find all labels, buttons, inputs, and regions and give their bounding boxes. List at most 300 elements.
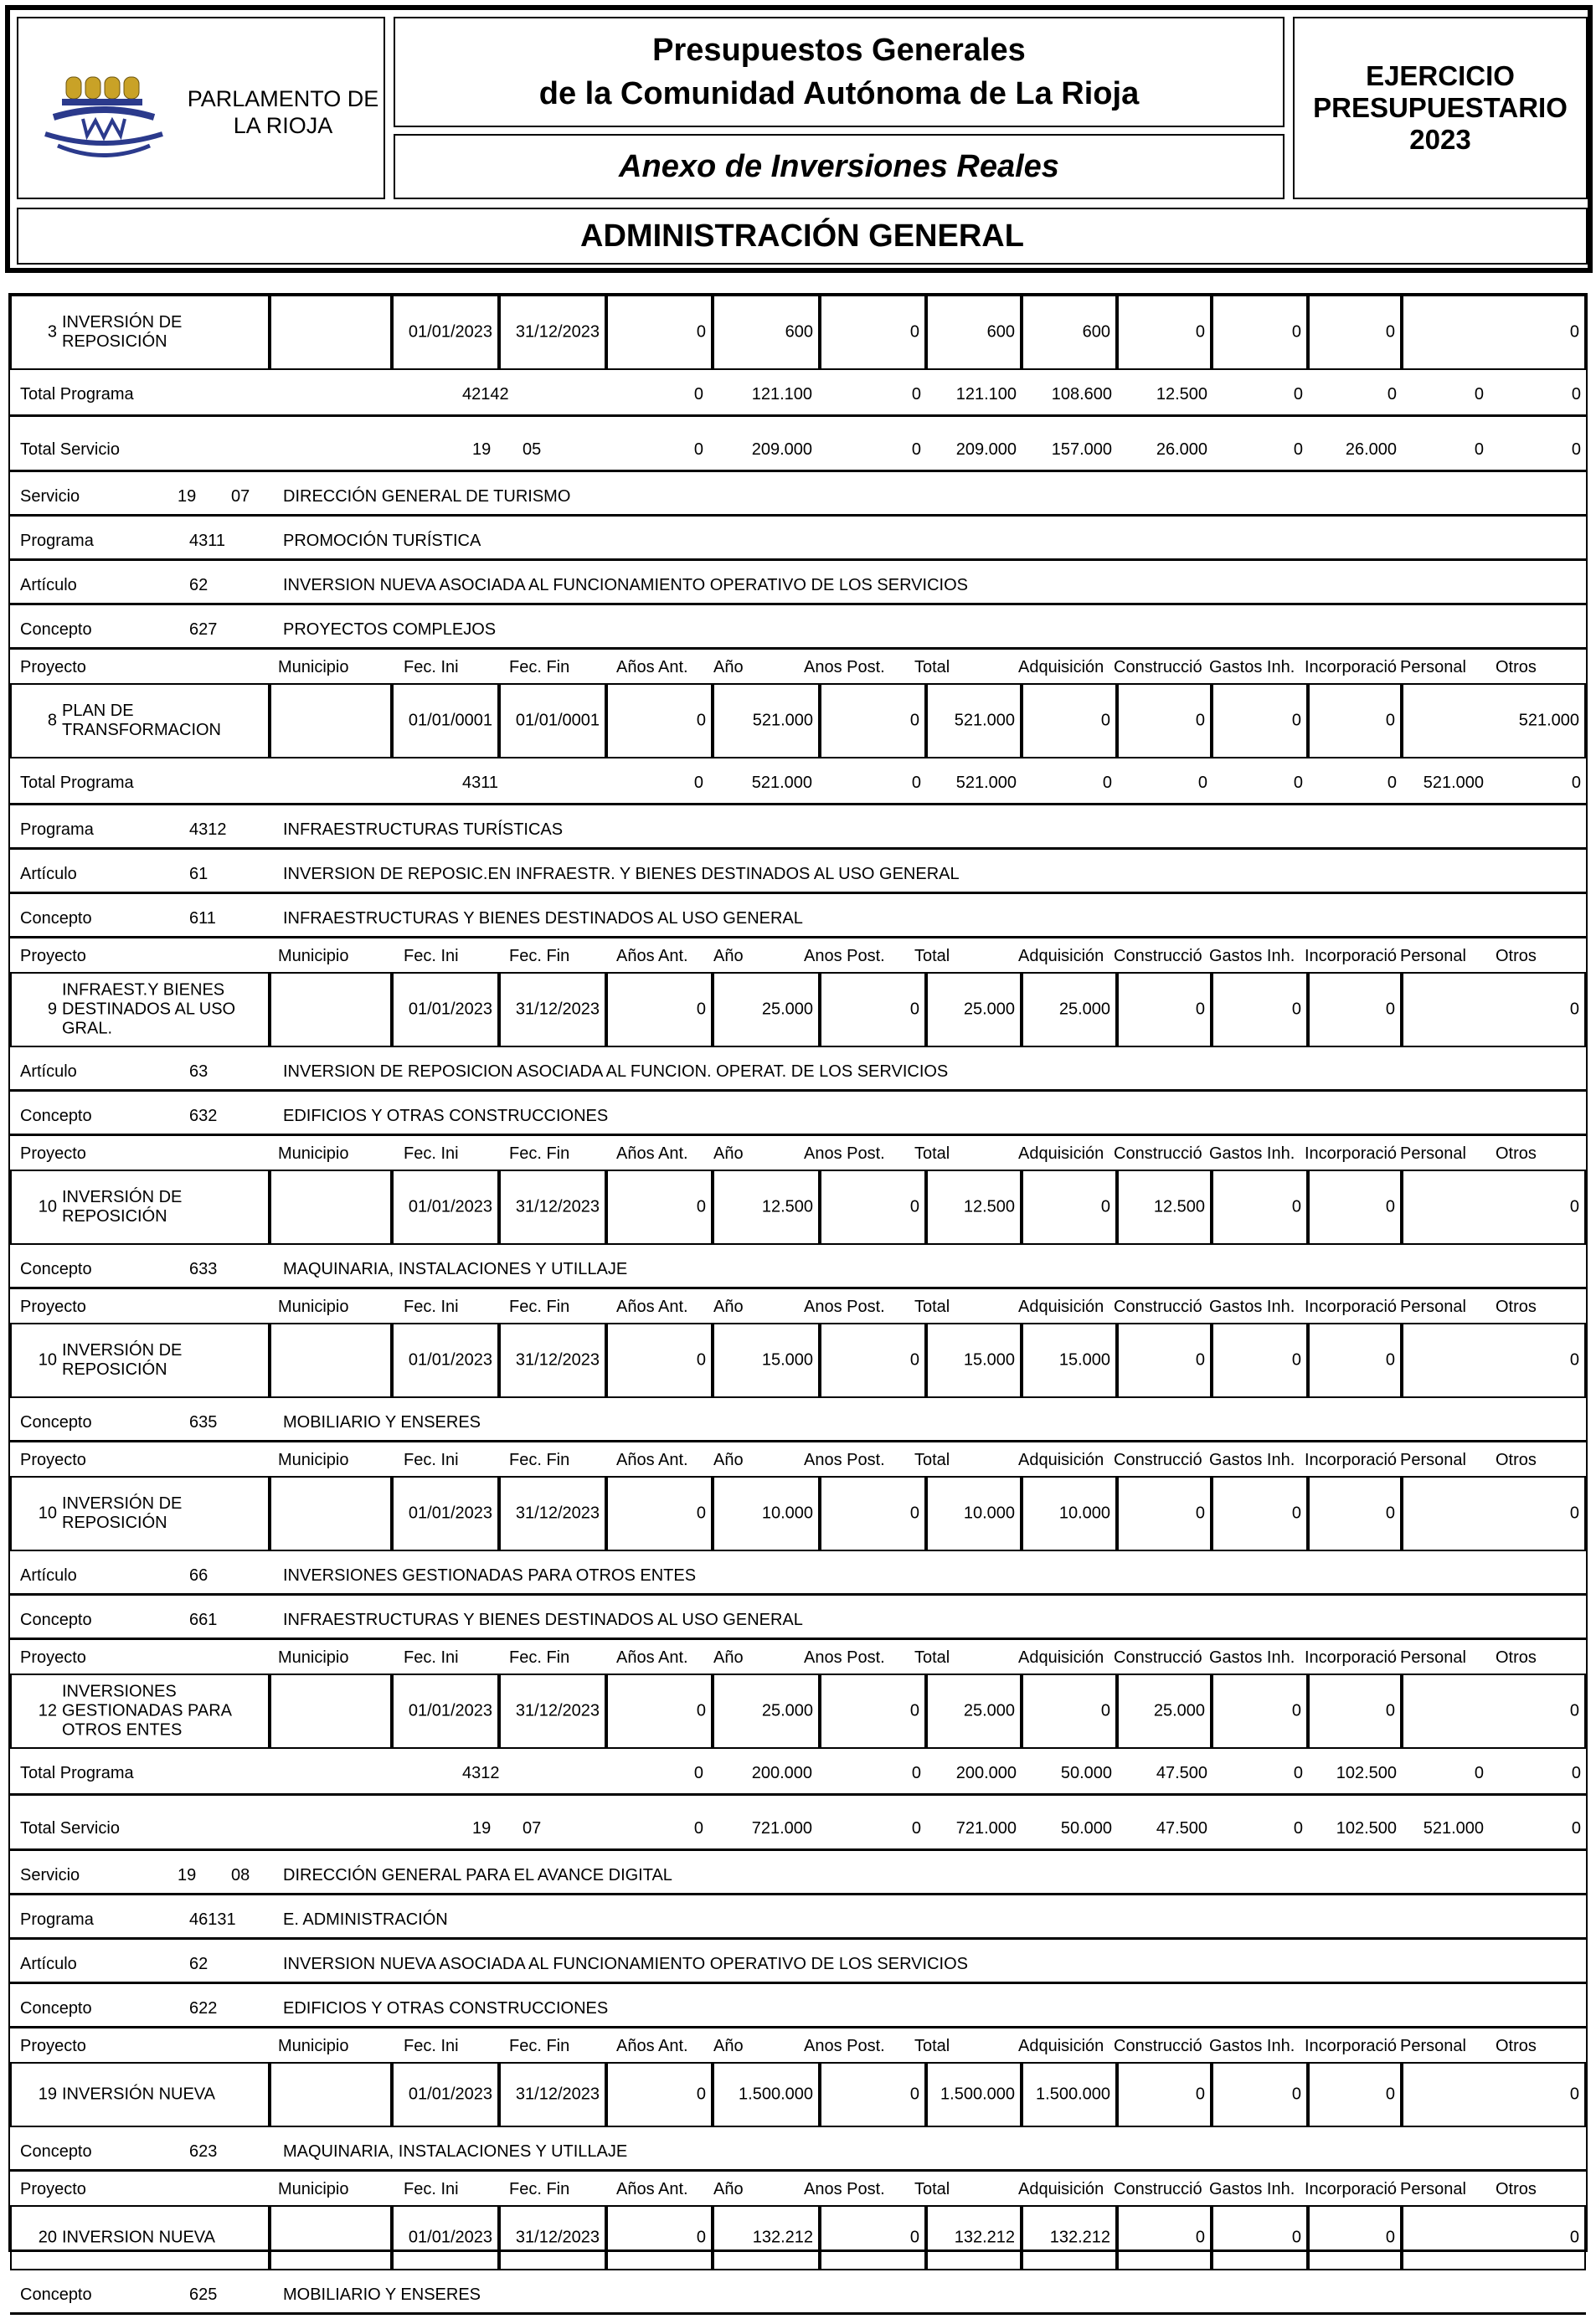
column-header: Construcció: [1114, 947, 1202, 965]
table-cell: [1212, 2205, 1308, 2270]
column-header: Fec. Ini: [404, 1648, 459, 1667]
section-code: 635: [189, 1413, 218, 1432]
table-cell: [1402, 972, 1586, 1047]
amount-value: 0: [1291, 1197, 1301, 1216]
project-name: [62, 2229, 215, 2248]
column-header: Gastos Inh.: [1209, 658, 1295, 676]
project-name-line: INVERSIÓN DE: [62, 1341, 183, 1360]
section-description: INVERSIONES GESTIONADAS PARA OTROS ENTES: [283, 1566, 697, 1585]
section-row: [10, 894, 1586, 938]
fec-fin: 31/12/2023: [515, 322, 600, 342]
total-value: 12.500: [1156, 385, 1207, 404]
project-name-line: PLAN DE: [62, 702, 134, 720]
amount-value: 0: [1195, 2085, 1205, 2104]
column-header: Años Ant.: [616, 947, 688, 965]
table-cell: [820, 1170, 926, 1245]
column-header: Personal: [1400, 947, 1466, 965]
project-name-line: INVERSIÓN NUEVA: [62, 2085, 215, 2104]
column-header: Fec. Ini: [404, 1451, 459, 1469]
amount-value: 600: [986, 322, 1015, 342]
amount-value: 0: [1569, 2228, 1579, 2247]
section-code: 4312: [189, 820, 227, 839]
column-header: Proyecto: [20, 947, 86, 965]
amount-value: 0: [1195, 1504, 1205, 1523]
column-header: Gastos Inh.: [1209, 947, 1295, 965]
project-row: [10, 1476, 1586, 1551]
table-cell: [1402, 2062, 1586, 2127]
table-cell: [926, 1476, 1022, 1551]
amount-value: 0: [909, 1701, 919, 1720]
column-header: Incorporació: [1305, 947, 1398, 965]
column-header: Incorporació: [1305, 1648, 1398, 1667]
amount-value: 25.000: [1058, 1000, 1110, 1019]
table-cell: [1212, 2062, 1308, 2127]
total-value: 0: [1474, 440, 1484, 459]
column-header: Total: [914, 2037, 950, 2055]
section-label: Artículo: [20, 1062, 77, 1081]
section-label: Servicio: [20, 1866, 80, 1884]
project-row: [10, 972, 1586, 1047]
total-value: 0: [1571, 1819, 1581, 1838]
total-value: 47.500: [1156, 1764, 1207, 1782]
total-value: 0: [911, 1819, 921, 1838]
budget-title-box: [394, 17, 1285, 127]
column-header-row: [10, 1640, 1586, 1674]
column-header: Fec. Ini: [404, 2180, 459, 2198]
section-row: [10, 1398, 1586, 1442]
table-cell: [1402, 295, 1586, 370]
amount-value: 0: [1569, 1197, 1579, 1216]
column-header: Proyecto: [20, 2037, 86, 2055]
section-description: PROYECTOS COMPLEJOS: [283, 620, 497, 639]
parliament-logo-icon: [37, 69, 179, 169]
amount-value: 0: [1291, 1000, 1301, 1019]
table-cell: [1308, 295, 1402, 370]
column-header: Otros: [1496, 658, 1537, 676]
amount-value: 25.000: [761, 1000, 813, 1019]
table-cell: [820, 2062, 926, 2127]
section-code: 19: [178, 1866, 197, 1884]
column-header: Fec. Fin: [509, 1451, 570, 1469]
total-row: [10, 370, 1586, 417]
section-code: 19: [178, 487, 197, 506]
column-header: Adquisición: [1018, 1144, 1104, 1163]
table-cell: [392, 683, 499, 758]
amount-value: 25.000: [761, 1701, 813, 1720]
amount-value: 25.000: [1153, 1701, 1205, 1720]
column-header: Anos Post.: [804, 1451, 885, 1469]
column-header: Gastos Inh.: [1209, 1298, 1295, 1316]
project-row: [10, 683, 1586, 758]
column-header: Total: [914, 1648, 950, 1667]
column-header-row: [10, 1136, 1586, 1170]
table-cell: [1117, 2205, 1212, 2270]
section-label: Concepto: [20, 1999, 92, 2018]
column-header: Año: [713, 2180, 744, 2198]
column-header: Anos Post.: [804, 2037, 885, 2055]
table-cell: [1212, 1674, 1308, 1749]
section-row: [10, 805, 1586, 850]
table-cell: [499, 1170, 606, 1245]
table-cell: [820, 972, 926, 1047]
amount-value: 521.000: [752, 711, 813, 730]
amount-value: 25.000: [963, 1701, 1015, 1720]
table-cell: [713, 683, 820, 758]
total-subcode: 07: [523, 1819, 542, 1838]
column-header: Adquisición: [1018, 947, 1104, 965]
amount-value: 0: [909, 1197, 919, 1216]
table-cell: [926, 683, 1022, 758]
total-row: [10, 1749, 1586, 1796]
amount-value: 600: [785, 322, 813, 342]
fec-ini: 01/01/2023: [408, 322, 492, 342]
project-number: 10: [38, 1350, 57, 1370]
table-cell: [606, 972, 713, 1047]
total-row: [10, 1796, 1586, 1851]
total-value: 0: [1102, 774, 1112, 792]
table-cell: [606, 1476, 713, 1551]
section-label: Programa: [20, 1910, 94, 1929]
total-value: 0: [693, 774, 703, 792]
section-row: [10, 1551, 1586, 1596]
column-header: Otros: [1496, 1298, 1537, 1316]
amount-value: 1.500.000: [739, 2085, 813, 2104]
amount-value: 0: [1569, 1350, 1579, 1370]
section-row: [10, 1895, 1586, 1940]
section-description: MAQUINARIA, INSTALACIONES Y UTILLAJE: [283, 1260, 628, 1278]
total-value: 50.000: [1060, 1819, 1112, 1838]
total-value: 0: [693, 1764, 703, 1782]
section-label: Concepto: [20, 909, 92, 928]
amount-value: 12.500: [761, 1197, 813, 1216]
table-cell: [1402, 1170, 1586, 1245]
section-code: 623: [189, 2142, 218, 2161]
table-cell: [1022, 1674, 1117, 1749]
column-header: Personal: [1400, 1648, 1466, 1667]
project-number: 8: [47, 711, 57, 730]
total-value: 121.100: [955, 385, 1017, 404]
column-header-row: [10, 1289, 1586, 1323]
total-value: 50.000: [1060, 1764, 1112, 1782]
table-cell: [926, 295, 1022, 370]
table-cell: [392, 1674, 499, 1749]
section-title-box: [17, 208, 1588, 265]
table-cell: [713, 1674, 820, 1749]
total-value: 200.000: [955, 1764, 1017, 1782]
column-header: Incorporació: [1305, 1144, 1398, 1163]
amount-value: 0: [1569, 1701, 1579, 1720]
column-header: Personal: [1400, 2037, 1466, 2055]
section-description: PROMOCIÓN TURÍSTICA: [283, 532, 481, 550]
amount-value: 10.000: [761, 1504, 813, 1523]
total-value: 0: [911, 774, 921, 792]
section-label: Concepto: [20, 2142, 92, 2161]
amount-value: 0: [1569, 1000, 1579, 1019]
project-name-line: GESTIONADAS PARA: [62, 1701, 233, 1720]
table-cell: [392, 295, 499, 370]
amount-value: 0: [696, 711, 706, 730]
section-row: [10, 1940, 1586, 1984]
total-code: 19: [472, 440, 492, 459]
table-cell: [10, 683, 270, 758]
total-label: Total Programa: [20, 1764, 134, 1782]
column-header-row: [10, 938, 1586, 972]
total-value: 0: [911, 385, 921, 404]
total-value: 0: [1293, 1764, 1303, 1782]
table-cell: [10, 2062, 270, 2127]
table-cell: [820, 1674, 926, 1749]
amount-value: 0: [909, 1504, 919, 1523]
column-header: Otros: [1496, 2037, 1537, 2055]
project-name-line: REPOSICIÓN: [62, 1360, 167, 1379]
amount-value: 0: [696, 1701, 706, 1720]
table-cell: [10, 1170, 270, 1245]
table-cell: [926, 2062, 1022, 2127]
column-header: Adquisición: [1018, 1298, 1104, 1316]
column-header: Proyecto: [20, 1298, 86, 1316]
column-header: Fec. Ini: [404, 1298, 459, 1316]
section-label: Concepto: [20, 1611, 92, 1629]
total-value: 721.000: [955, 1819, 1017, 1838]
section-description: EDIFICIOS Y OTRAS CONSTRUCCIONES: [283, 1999, 609, 2018]
total-value: 209.000: [955, 440, 1017, 459]
column-header: Total: [914, 947, 950, 965]
table-cell: [1402, 1674, 1586, 1749]
table-cell: [1117, 295, 1212, 370]
table-cell: [1308, 2062, 1402, 2127]
amount-value: 12.500: [963, 1197, 1015, 1216]
amount-value: 0: [1385, 1701, 1395, 1720]
total-value: 521.000: [1423, 774, 1484, 792]
section-description: DIRECCIÓN GENERAL PARA EL AVANCE DIGITAL: [283, 1866, 672, 1884]
amount-value: 0: [1385, 322, 1395, 342]
table-cell: [1022, 2062, 1117, 2127]
total-value: 0: [1474, 1764, 1484, 1782]
fec-ini: 01/01/2023: [408, 1197, 492, 1216]
section-label: Servicio: [20, 487, 80, 506]
amount-value: 0: [1195, 2228, 1205, 2247]
section-code: 63: [189, 1062, 209, 1081]
total-code: 4311: [462, 774, 499, 792]
table-cell: [1402, 1323, 1586, 1398]
section-row: [10, 561, 1586, 605]
table-cell: [606, 2062, 713, 2127]
table-cell: [1022, 683, 1117, 758]
fec-fin: 31/12/2023: [515, 1197, 600, 1216]
table-cell: [606, 1170, 713, 1245]
section-description: INFRAESTRUCTURAS TURÍSTICAS: [283, 820, 564, 839]
column-header: Construcció: [1114, 1451, 1202, 1469]
exercise-box: [1293, 17, 1588, 199]
row-divider: [10, 2312, 1586, 2315]
column-header: Municipio: [278, 947, 349, 965]
column-header: Fec. Fin: [509, 1298, 570, 1316]
project-name-line: INFRAEST.Y BIENES: [62, 980, 225, 1000]
parliament-name-line: PARLAMENTO DE: [187, 86, 379, 111]
total-value: 521.000: [955, 774, 1017, 792]
investment-table: [8, 293, 1588, 2304]
total-value: 26.000: [1345, 440, 1397, 459]
project-number: 19: [38, 2085, 57, 2104]
table-cell: [10, 972, 270, 1047]
column-header: Construcció: [1114, 1144, 1202, 1163]
table-cell: [1212, 1476, 1308, 1551]
total-label: Total Programa: [20, 774, 134, 792]
column-header: Proyecto: [20, 658, 86, 676]
column-header: Construcció: [1114, 1648, 1202, 1667]
section-description: INVERSION NUEVA ASOCIADA AL FUNCIONAMIENTO OPERATIVO DE LOS SERVICIOS: [283, 1955, 968, 1973]
amount-value: 600: [1082, 322, 1110, 342]
amount-value: 0: [696, 2085, 706, 2104]
column-header: Año: [713, 1451, 744, 1469]
column-header-row: [10, 650, 1586, 683]
column-header: Año: [713, 1648, 744, 1667]
total-value: 0: [1474, 385, 1484, 404]
total-value: 200.000: [751, 1764, 812, 1782]
amount-value: 0: [909, 711, 919, 730]
table-cell: [820, 683, 926, 758]
table-cell: [1022, 1170, 1117, 1245]
total-value: 0: [911, 1764, 921, 1782]
section-code: 61: [189, 865, 209, 883]
section-label: Concepto: [20, 1413, 92, 1432]
total-value: 102.500: [1336, 1819, 1397, 1838]
column-header: Proyecto: [20, 1451, 86, 1469]
section-description: MAQUINARIA, INSTALACIONES Y UTILLAJE: [283, 2142, 628, 2161]
exercise-year: 2023: [1409, 124, 1471, 155]
total-value: 0: [1571, 1764, 1581, 1782]
amount-value: 0: [1385, 711, 1395, 730]
column-header: Año: [713, 1298, 744, 1316]
column-header-row: [10, 1442, 1586, 1476]
table-cell: [270, 1323, 392, 1398]
table-cell: [713, 1476, 820, 1551]
table-cell: [926, 1674, 1022, 1749]
column-header: Años Ant.: [616, 2037, 688, 2055]
table-cell: [499, 295, 606, 370]
table-cell: [1022, 295, 1117, 370]
column-header: Anos Post.: [804, 1298, 885, 1316]
total-subcode: 05: [523, 440, 542, 459]
project-name-line: OTROS ENTES: [62, 1720, 183, 1740]
column-header: Total: [914, 658, 950, 676]
total-row: [10, 417, 1586, 472]
total-code: 19: [472, 1819, 492, 1838]
column-header: Incorporació: [1305, 1451, 1398, 1469]
section-label: Programa: [20, 820, 94, 839]
column-header: Anos Post.: [804, 1144, 885, 1163]
column-header: Anos Post.: [804, 2180, 885, 2198]
column-header: Municipio: [278, 1648, 349, 1667]
section-title: ADMINISTRACIÓN GENERAL: [580, 218, 1024, 254]
table-cell: [10, 1476, 270, 1551]
table-cell: [820, 1323, 926, 1398]
amount-value: 15.000: [1058, 1350, 1110, 1370]
column-header: Otros: [1496, 1451, 1537, 1469]
total-value: 0: [1387, 774, 1397, 792]
section-description: INVERSION NUEVA ASOCIADA AL FUNCIONAMIENTO OPERATIVO DE LOS SERVICIOS: [283, 576, 968, 594]
project-number: 3: [47, 322, 57, 342]
column-header: Año: [713, 1144, 744, 1163]
column-header: Fec. Ini: [404, 2037, 459, 2055]
section-label: Concepto: [20, 620, 92, 639]
column-header: Adquisición: [1018, 1451, 1104, 1469]
table-cell: [820, 295, 926, 370]
column-header-row: [10, 2172, 1586, 2205]
column-header: Año: [713, 658, 744, 676]
exercise-line: PRESUPUESTARIO: [1313, 92, 1568, 123]
fec-fin: 31/12/2023: [515, 1350, 600, 1370]
column-header: Otros: [1496, 1648, 1537, 1667]
table-cell: [926, 972, 1022, 1047]
column-header: Municipio: [278, 1144, 349, 1163]
section-code: 632: [189, 1107, 218, 1125]
amount-value: 0: [1569, 1504, 1579, 1523]
project-name: [62, 702, 221, 740]
fec-ini: 01/01/2023: [408, 1350, 492, 1370]
section-row: [10, 1047, 1586, 1092]
table-cell: [1308, 2205, 1402, 2270]
amount-value: 0: [909, 1350, 919, 1370]
amount-value: 0: [1385, 1350, 1395, 1370]
project-row: [10, 2062, 1586, 2127]
column-header: Municipio: [278, 2037, 349, 2055]
table-cell: [1308, 972, 1402, 1047]
amount-value: 0: [696, 1197, 706, 1216]
total-value: 521.000: [751, 774, 812, 792]
amount-value: 0: [1385, 1504, 1395, 1523]
budget-title-line: de la Comunidad Autónoma de La Rioja: [538, 76, 1140, 111]
column-header: Total: [914, 2180, 950, 2198]
project-number: 12: [38, 1701, 57, 1720]
section-code: 611: [189, 909, 216, 928]
table-cell: [392, 2205, 499, 2270]
section-row: [10, 517, 1586, 561]
section-code: 633: [189, 1260, 218, 1278]
table-cell: [1117, 683, 1212, 758]
amount-value: 1.500.000: [1036, 2085, 1110, 2104]
section-row: [10, 2127, 1586, 2172]
amount-value: 15.000: [963, 1350, 1015, 1370]
column-header: Años Ant.: [616, 658, 688, 676]
total-label: Total Servicio: [20, 1819, 120, 1838]
project-name: [62, 1683, 232, 1740]
column-header: Fec. Fin: [509, 2037, 570, 2055]
table-cell: [499, 1476, 606, 1551]
section-description: DIRECCIÓN GENERAL DE TURISMO: [283, 487, 571, 506]
amount-value: 0: [1385, 1197, 1395, 1216]
table-cell: [606, 295, 713, 370]
section-description: EDIFICIOS Y OTRAS CONSTRUCCIONES: [283, 1107, 609, 1125]
table-cell: [606, 683, 713, 758]
total-value: 0: [1293, 1819, 1303, 1838]
project-name-line: REPOSICIÓN: [62, 1207, 167, 1226]
section-row: [10, 1984, 1586, 2028]
section-row: [10, 1245, 1586, 1289]
column-header: Personal: [1400, 658, 1466, 676]
total-value: 108.600: [1051, 385, 1112, 404]
column-header: Total: [914, 1144, 950, 1163]
total-value: 0: [1293, 774, 1303, 792]
section-code: 62: [189, 576, 209, 594]
total-value: 102.500: [1336, 1764, 1397, 1782]
table-cell: [713, 972, 820, 1047]
amount-value: 0: [696, 1000, 706, 1019]
total-value: 0: [693, 385, 703, 404]
amount-value: 25.000: [963, 1000, 1015, 1019]
table-cell: [499, 2062, 606, 2127]
project-row: [10, 295, 1586, 370]
